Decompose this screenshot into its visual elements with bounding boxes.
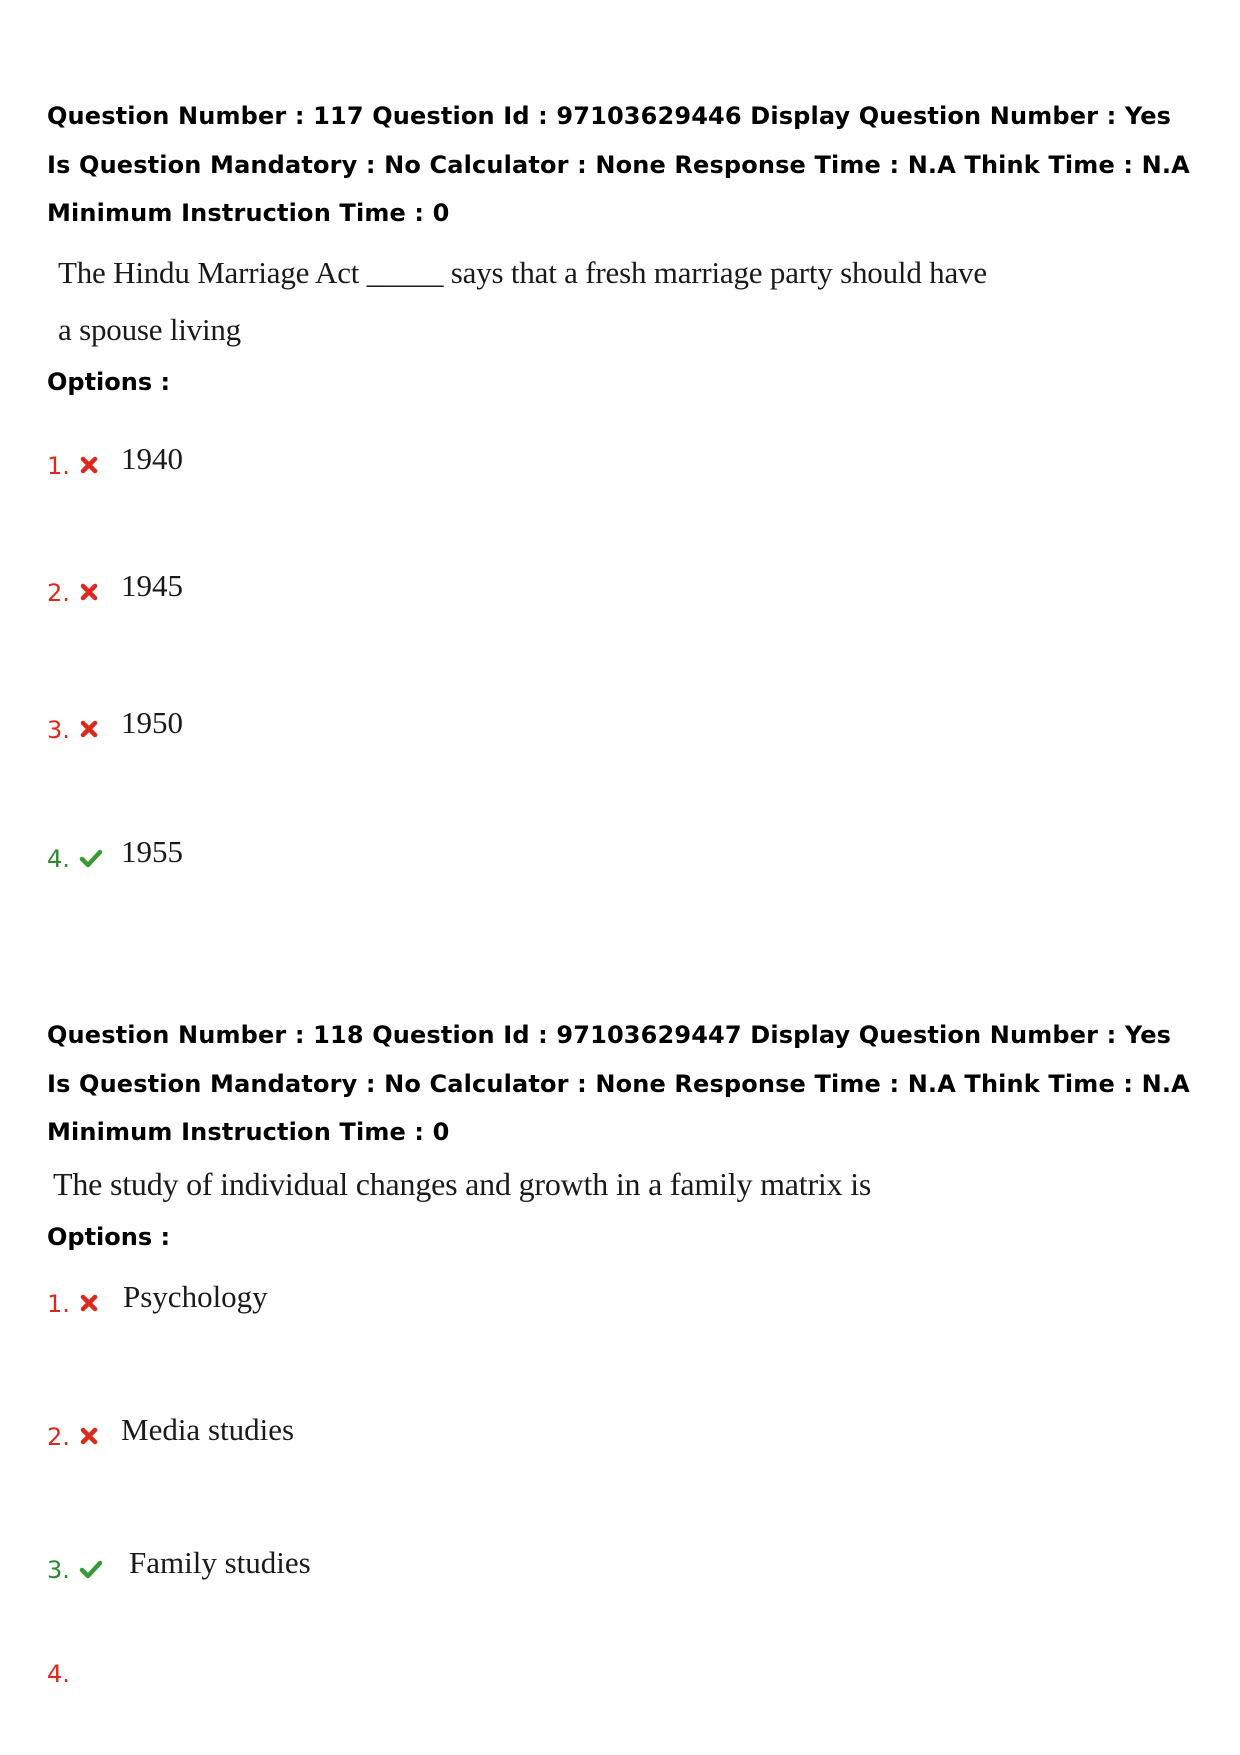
option-number: 1. — [47, 452, 70, 480]
cross-icon — [77, 1291, 101, 1315]
option-2[interactable] — [47, 564, 947, 624]
option-text: Family studies — [129, 1545, 311, 1580]
question-text — [58, 244, 1197, 358]
option-text: 1950 — [121, 705, 183, 740]
option-number: 3. — [47, 1556, 70, 1584]
option-text: 1955 — [121, 834, 183, 869]
check-icon — [77, 1557, 105, 1581]
option-text: Psychology — [123, 1279, 268, 1314]
options-label: Options : — [47, 1222, 171, 1251]
option-4[interactable] — [47, 1645, 947, 1705]
question-meta: Question Number : 118 Question Id : 97103629447 Display Question Number : Yes Is Question Mandatory : No Calculator : None Response Time : N.A Think Time : N.A Minimum Instruction Time : 0 — [47, 1021, 1190, 1146]
options-label: Options : — [47, 367, 171, 396]
option-4[interactable] — [47, 830, 947, 890]
option-number: 1. — [47, 1290, 70, 1318]
option-2[interactable] — [47, 1408, 947, 1468]
option-number: 4. — [47, 1660, 70, 1688]
option-3[interactable] — [47, 701, 947, 761]
question-text — [53, 1155, 1197, 1213]
cross-icon — [77, 453, 101, 477]
question-118 — [47, 1011, 1197, 1688]
question-text-line: The Hindu Marriage Act _____ says that a fresh marriage party should have — [58, 254, 987, 290]
cross-icon — [77, 1424, 101, 1448]
option-3[interactable] — [47, 1541, 947, 1601]
option-number: 2. — [47, 579, 70, 607]
question-117 — [47, 92, 1197, 873]
question-meta: Question Number : 117 Question Id : 97103629446 Display Question Number : Yes Is Question Mandatory : No Calculator : None Response Time : N.A Think Time : N.A Minimum Instruction Time : 0 — [47, 102, 1190, 227]
option-text: Media studies — [121, 1412, 295, 1447]
question-text-line: The study of individual changes and growth in a family matrix is — [53, 1165, 872, 1202]
option-text: 1945 — [121, 568, 183, 603]
cross-icon — [77, 580, 101, 604]
option-number: 3. — [47, 716, 70, 744]
question-text-line: a spouse living — [58, 311, 241, 347]
option-number: 4. — [47, 845, 70, 873]
option-1[interactable] — [47, 437, 947, 497]
option-number: 2. — [47, 1423, 70, 1451]
check-icon — [77, 846, 105, 870]
cross-icon — [77, 717, 101, 741]
option-text: 1940 — [121, 441, 183, 476]
option-1[interactable] — [47, 1275, 947, 1335]
